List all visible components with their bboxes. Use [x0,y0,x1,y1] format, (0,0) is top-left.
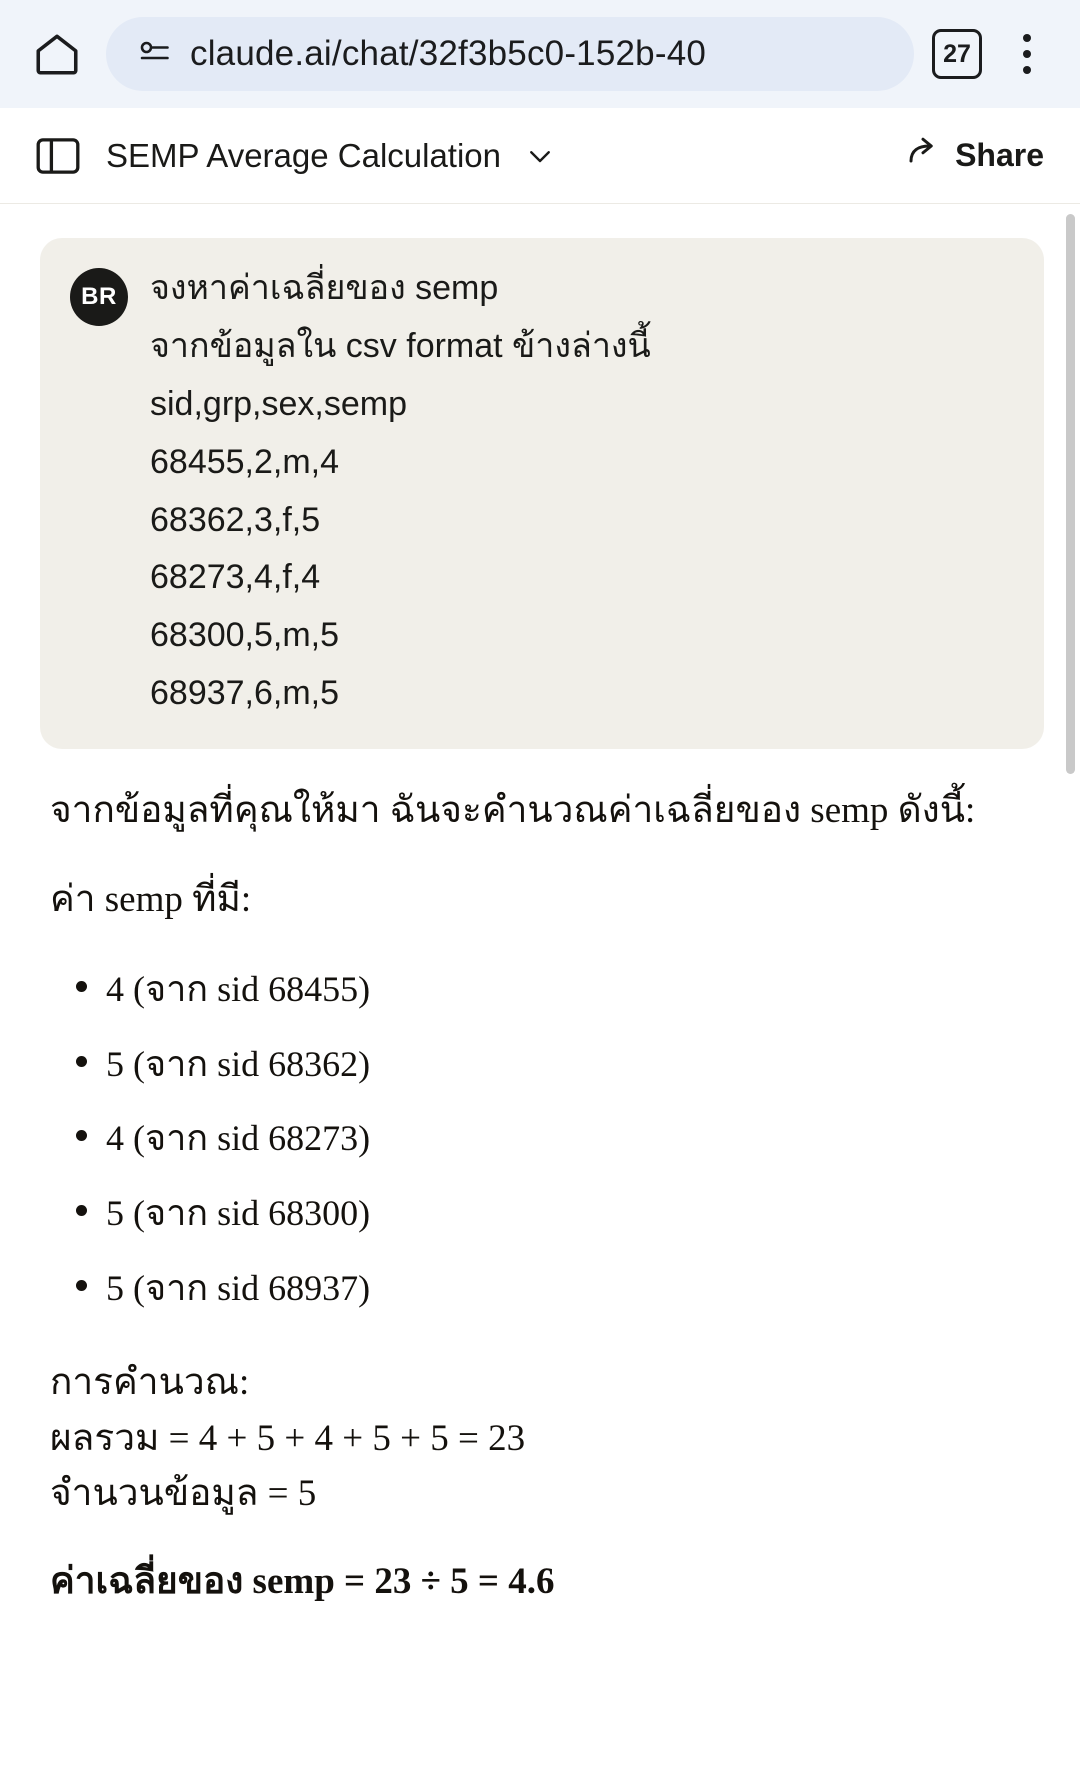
user-message-bubble [40,238,1044,749]
user-message-line: จงหาค่าเฉลี่ยของ semp [150,269,499,307]
list-item: 4 (จาก sid 68273) [50,1101,1040,1176]
user-message-line: 68455,2,m,4 [150,442,340,481]
user-message-text [150,266,651,717]
user-message-line: 68273,4,f,4 [150,558,321,597]
tab-count-button[interactable]: 27 [932,29,982,79]
site-info-icon[interactable] [136,34,172,75]
list-item: 5 (จาก sid 68362) [50,1027,1040,1102]
calc-result-line: ค่าเฉลี่ยของ semp = 23 ÷ 5 = 4.6 [50,1560,555,1602]
list-item: 5 (จาก sid 68937) [50,1251,1040,1326]
url-bar[interactable] [106,17,914,91]
user-message-line: 68300,5,m,5 [150,616,340,655]
user-message-line: 68362,3,f,5 [150,500,321,539]
user-message-line: 68937,6,m,5 [150,674,340,713]
assistant-values-heading: ค่า semp ที่มี: [50,878,252,920]
assistant-calculation [50,1355,1040,1522]
calc-count-line: จำนวนข้อมูล = 5 [50,1473,317,1515]
sidebar-panel-icon[interactable] [32,134,84,178]
assistant-message [0,785,1080,1607]
user-message-line: จากข้อมูลใน csv format ข้างล่างนี้ [150,326,651,365]
list-item: 4 (จาก sid 68455) [50,952,1040,1027]
home-icon[interactable] [26,23,88,85]
vertical-scrollbar[interactable] [1066,214,1075,774]
share-label: Share [955,137,1044,173]
user-message-line: sid,grp,sex,semp [150,384,407,423]
url-text: claude.ai/chat/32f3b5c0-152b-40 [190,34,707,73]
browser-toolbar [0,0,1080,108]
conversation-scroll-area[interactable] [0,204,1080,1792]
overflow-menu-icon[interactable] [1000,23,1054,85]
list-item: 5 (จาก sid 68300) [50,1176,1040,1251]
share-arrow-icon [905,134,941,178]
assistant-values-list [50,952,1040,1325]
avatar: BR [70,268,128,326]
chat-header [0,108,1080,204]
calc-heading: การคำนวณ: [50,1362,250,1404]
chevron-down-icon[interactable] [523,139,557,173]
page-title: SEMP Average Calculation [106,136,502,174]
calc-sum-line: ผลรวม = 4 + 5 + 4 + 5 + 5 = 23 [50,1417,526,1459]
assistant-intro: จากข้อมูลที่คุณให้มา ฉันจะคำนวณค่าเฉลี่ยของ semp ดังนี้: [50,790,976,832]
share-button[interactable] [905,134,1050,178]
